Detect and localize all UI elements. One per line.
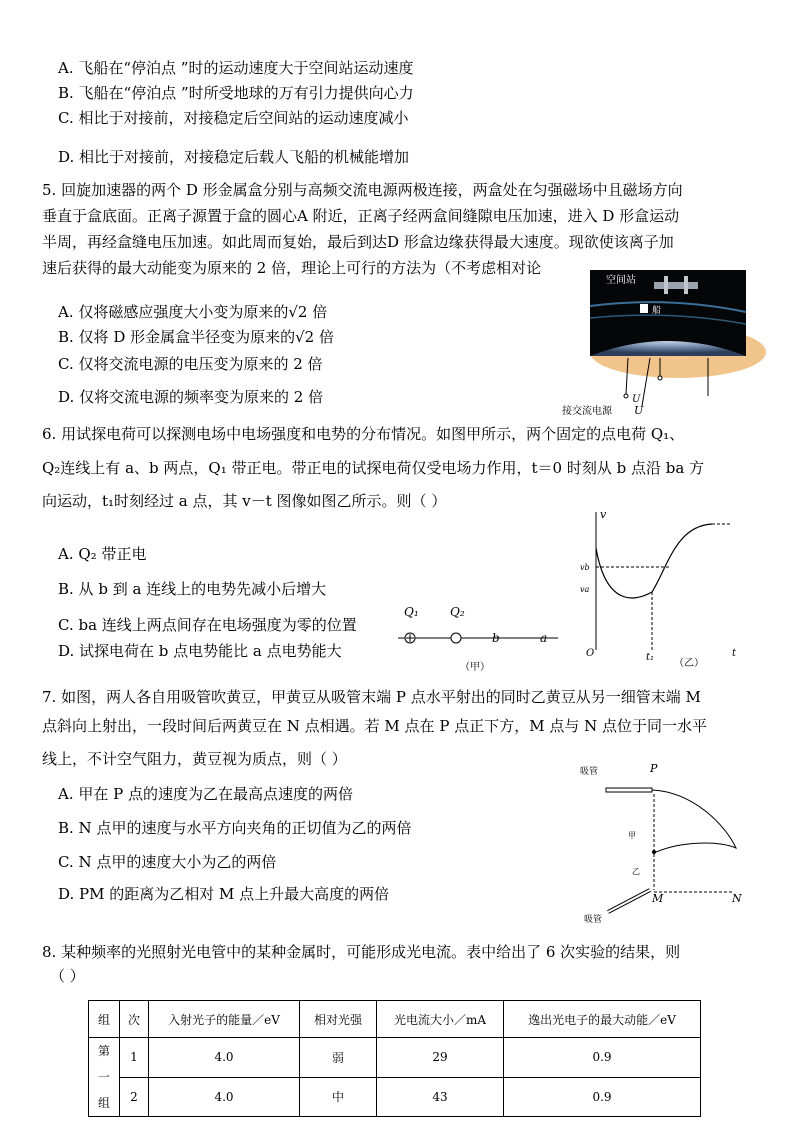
- q6-line-2: Q₂连线上有 a、b 两点，Q₁ 带正电。带正电的试探电荷仅受电场力作用，t＝0 时刻从 b 点沿 ba 方: [42, 459, 705, 477]
- q5-option-b: B. 仅将 D 形金属盒半径变为原来的√2 倍: [58, 328, 334, 346]
- header-group: 组: [89, 1001, 120, 1038]
- charge-q2: [451, 633, 461, 643]
- label-t: t: [732, 648, 737, 659]
- label-q1: Q₁: [404, 605, 419, 619]
- cell-index: 1: [120, 1038, 149, 1078]
- label-n: N: [732, 892, 742, 905]
- q6-line-3: 向运动，t₁时刻经过 a 点，其 v－t 图像如图乙所示。则（ ）: [42, 492, 447, 510]
- caption-yi: （乙）: [674, 658, 704, 669]
- label-jia: 甲: [628, 831, 636, 840]
- cell-current: 29: [377, 1038, 504, 1078]
- trajectory: [652, 790, 736, 852]
- cell-index: 2: [120, 1077, 149, 1117]
- q5-option-a: A. 仅将磁感应强度大小变为原来的√2 倍: [58, 303, 328, 321]
- q8-table: [88, 1000, 701, 1117]
- header-intensity: 相对光强: [300, 1001, 377, 1038]
- label-ship: 船: [652, 306, 662, 316]
- label-a: a: [540, 631, 548, 645]
- q8-line-1: 8. 某种频率的光照射光电管中的某种金属时，可能形成光电流。表中给出了 6 次实验的结果，则: [42, 943, 681, 961]
- label-origin: O: [586, 648, 595, 659]
- v-t-curve: [596, 524, 712, 598]
- q7-option-a: A. 甲在 P 点的速度为乙在最高点速度的两倍: [58, 785, 353, 803]
- q7-figure: [576, 756, 762, 928]
- cell-energy: 4.0: [149, 1077, 300, 1117]
- straw-top: [606, 788, 652, 792]
- label-ac-source: 接交流电源: [562, 406, 612, 417]
- q6-option-b: B. 从 b 到 a 连线上的电势先减小后增大: [58, 580, 327, 598]
- header-current: 光电流大小／mA: [377, 1001, 504, 1038]
- label-v: v: [600, 508, 607, 521]
- table-row: [89, 1038, 701, 1078]
- q8-line-2: （ ）: [50, 967, 85, 985]
- label-u1: U: [632, 394, 641, 405]
- q6-option-d: D. 试探电荷在 b 点电势能比 a 点电势能大: [58, 642, 342, 660]
- label-m: M: [652, 892, 664, 905]
- label-straw-top: 吸管: [580, 767, 599, 777]
- label-yi: 乙: [632, 867, 640, 876]
- label-p: P: [650, 762, 658, 775]
- q6-figure-jia: [392, 598, 562, 674]
- cell-intensity: 弱: [300, 1038, 377, 1078]
- header-max-ke: 逸出光电子的最大动能／eV: [504, 1001, 701, 1038]
- cell-max-ke: 0.9: [504, 1038, 701, 1078]
- q7-line-1: 7. 如图，两人各自用吸管吹黄豆，甲黄豆从吸管末端 P 点水平射出的同时乙黄豆从另一细管末端 M: [42, 688, 701, 706]
- header-index: 次: [120, 1001, 149, 1038]
- q6-line-1: 6. 用试探电荷可以探测电场中电场强度和电势的分布情况。如图甲所示，两个固定的点电荷 Q₁、: [42, 425, 685, 443]
- q6-option-a: A. Q₂ 带正电: [58, 545, 147, 563]
- q7-line-2: 点斜向上射出，一段时间后两黄豆在 N 点相遇。若 M 点在 P 点正下方，M 点与 N 点位于同一水平: [42, 717, 707, 735]
- cell-max-ke: 0.9: [504, 1077, 701, 1117]
- q5-figure: [556, 266, 778, 418]
- q5-option-c: C. 仅将交流电源的电压变为原来的 2 倍: [58, 355, 323, 373]
- cell-intensity: 中: [300, 1077, 377, 1117]
- q6-option-c: C. ba 连线上两点间存在电场强度为零的位置: [58, 616, 357, 634]
- caption-jia: （甲）: [460, 662, 490, 673]
- q7-line-3: 线上，不计空气阻力，黄豆视为质点，则（ ）: [42, 750, 347, 768]
- group-cell: 第一组: [89, 1038, 120, 1117]
- cell-energy: 4.0: [149, 1038, 300, 1078]
- q4-option-a: A. 飞船在“停泊点 ”时的运动速度大于空间站运动速度: [58, 59, 414, 77]
- label-straw-bottom: 吸管: [584, 915, 603, 925]
- q5-line-3: 半周，再经盒缝电压加速。如此周而复始，最后到达D 形盒边缘获得最大速度。现欲使该离子加: [42, 233, 674, 251]
- label-vb: vb: [580, 563, 590, 572]
- q7-option-b: B. N 点甲的速度与水平方向夹角的正切值为乙的两倍: [58, 819, 412, 837]
- label-b: b: [492, 631, 500, 645]
- header-photon-energy: 入射光子的能量／eV: [149, 1001, 300, 1038]
- q7-option-c: C. N 点甲的速度大小为乙的两倍: [58, 853, 277, 871]
- q5-line-4: 速后获得的最大动能变为原来的 2 倍，理论上可行的方法为（不考虑相对论: [42, 259, 542, 277]
- ship-marker: [640, 304, 648, 313]
- q4-option-c: C. 相比于对接前，对接稳定后空间站的运动速度减小: [58, 109, 409, 127]
- q6-figure-yi: [572, 506, 752, 674]
- q5-line-2: 垂直于盒底面。正离子源置于盒的圆心A 附近，正离子经两盒间缝隙电压加速，进入 D 形盒运动: [42, 207, 680, 225]
- label-u2: U: [634, 404, 644, 417]
- label-station: 空间站: [606, 275, 636, 286]
- table-row: [89, 1077, 701, 1117]
- label-t1: t₁: [646, 652, 655, 663]
- q4-option-b: B. 飞船在“停泊点 ”时所受地球的万有引力提供向心力: [58, 84, 414, 102]
- q5-option-d: D. 仅将交流电源的频率变为原来的 2 倍: [58, 388, 324, 406]
- cell-current: 43: [377, 1077, 504, 1117]
- label-q2: Q₂: [450, 605, 465, 619]
- table-header-row: [89, 1001, 701, 1038]
- label-va: va: [580, 585, 590, 594]
- q5-line-1: 5. 回旋加速器的两个 D 形金属盒分别与高频交流电源两极连接，两盒处在匀强磁场中且磁场方向: [42, 181, 683, 199]
- q4-option-d: D. 相比于对接前，对接稳定后载人飞船的机械能增加: [58, 148, 410, 166]
- q7-option-d: D. PM 的距离为乙相对 M 点上升最大高度的两倍: [58, 885, 390, 903]
